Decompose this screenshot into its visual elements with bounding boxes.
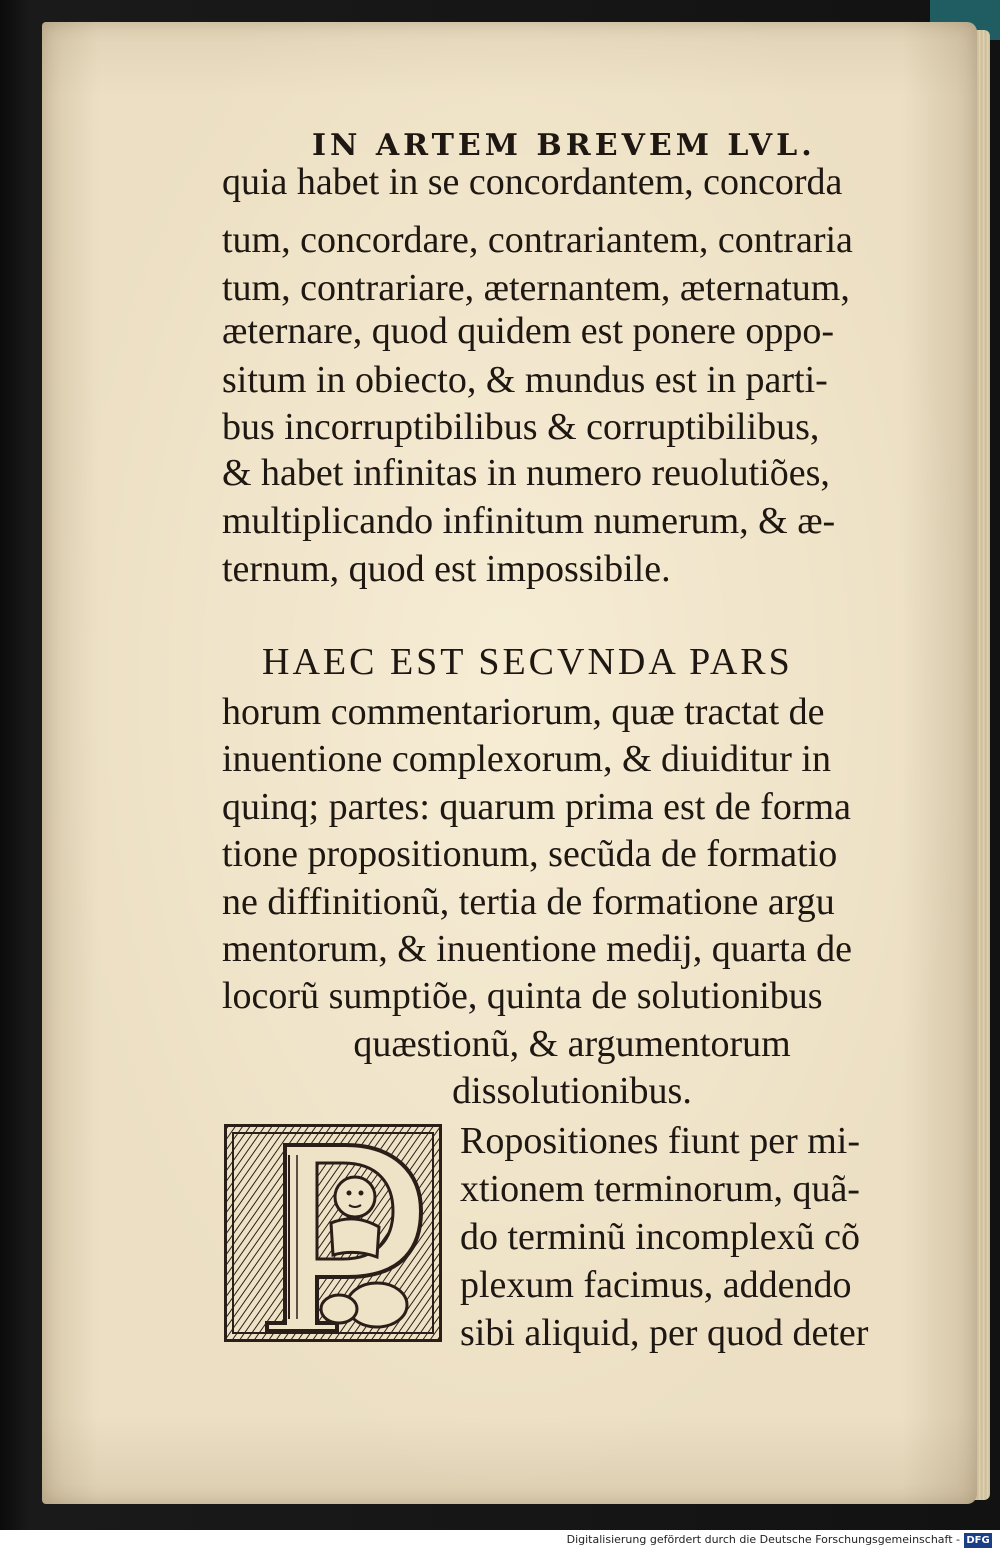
text-line: quinq; partes: quarum prima est de forma: [222, 786, 851, 828]
text-line: inuentione complexorum, & diuiditur in: [222, 738, 831, 780]
text-line: ternum, quod est impossibile.: [222, 548, 671, 590]
text-line: multiplicando infinitum numerum, & æ-: [222, 500, 836, 542]
text-line: æternare, quod quidem est ponere oppo-: [222, 310, 835, 352]
text-line: tum, contrariare, æternantem, æternatum,: [222, 267, 850, 309]
text-line: xtionem terminorum, quã-: [460, 1168, 860, 1210]
woodcut-initial-art: [227, 1127, 439, 1339]
dfg-logo: DFG: [964, 1533, 992, 1548]
text-line: do terminũ incomplexũ cõ: [460, 1216, 860, 1258]
text-line: tum, concordare, contrariantem, contraria: [222, 219, 853, 261]
text-line: quæstionũ, & argumentorum: [353, 1023, 791, 1065]
text-line: plexum facimus, addendo: [460, 1264, 852, 1306]
text-line: quia habet in se concordantem, concorda: [222, 161, 843, 203]
text-line: Ropositiones fiunt per mi-: [460, 1120, 861, 1162]
text-line: tione propositionum, secũda de formatio: [222, 833, 838, 875]
text-line: horum commentariorum, quæ tractat de: [222, 691, 825, 733]
text-line: & habet infinitas in numero reuolutiões,: [222, 452, 830, 494]
text-line: situm in obiecto, & mundus est in parti-: [222, 359, 828, 401]
text-line: locorũ sumptiõe, quinta de solutionibus: [222, 975, 823, 1017]
section-heading: HAEC EST SECVNDA PARS: [262, 641, 793, 683]
running-head: IN ARTEM BREVEM LVL.: [312, 128, 816, 163]
text-line: bus incorruptibilibus & corruptibilibus,: [222, 406, 820, 448]
woodcut-initial: [224, 1124, 442, 1342]
text-line: ne diffinitionũ, tertia de formatione argu: [222, 881, 835, 923]
footer-credit: Digitalisierung gefördert durch die Deutsche Forschungsgemeinschaft -: [566, 1533, 960, 1546]
text-line: sibi aliquid, per quod deter: [460, 1312, 869, 1354]
text-line: mentorum, & inuentione medij, quarta de: [222, 928, 853, 970]
text-line: dissolutionibus.: [452, 1070, 692, 1112]
